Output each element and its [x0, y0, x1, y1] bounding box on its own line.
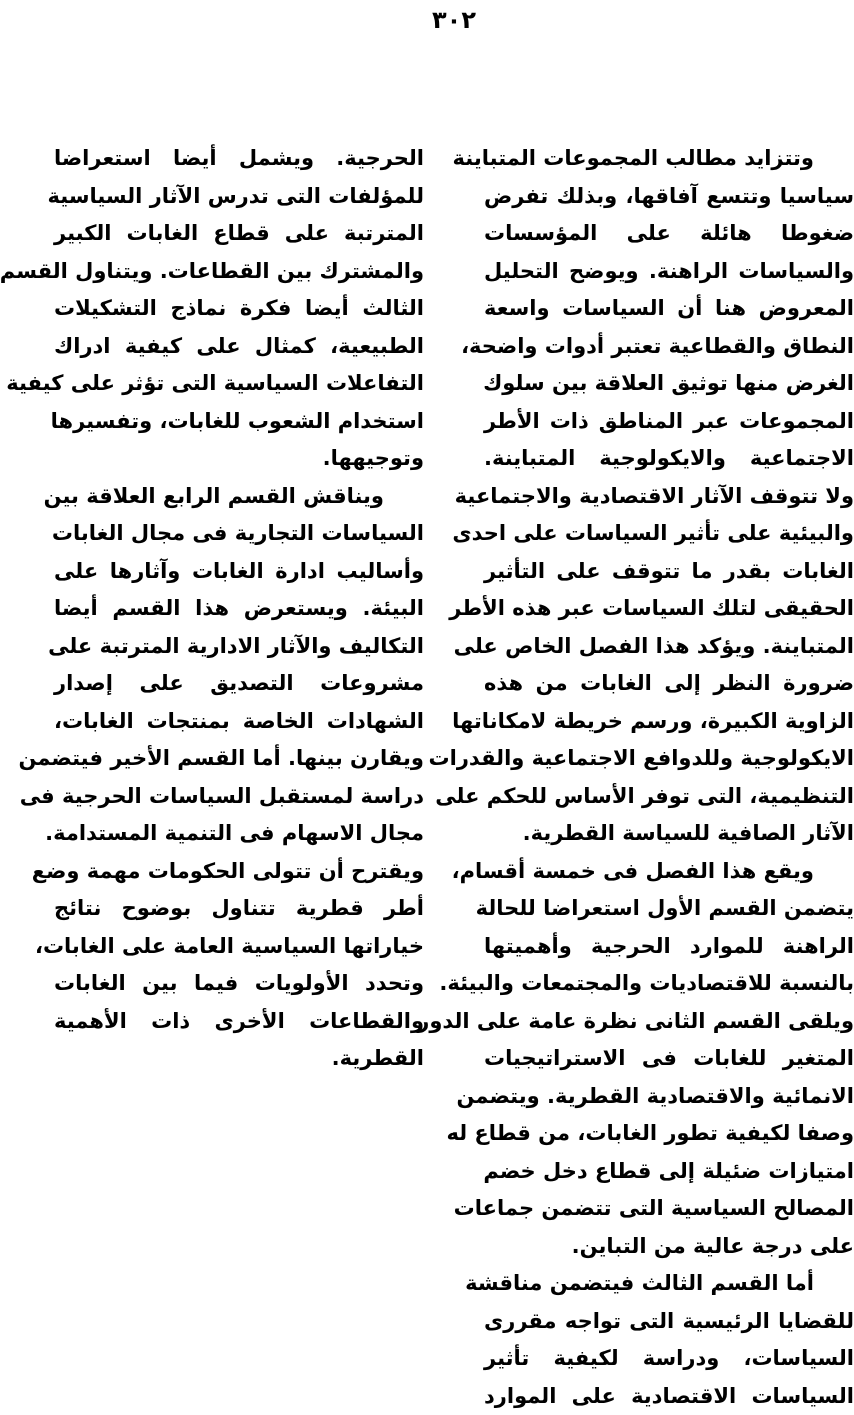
text-line: وتوجيهها. [54, 440, 424, 478]
text-line: المصالح السياسية التى تتضمن جماعات [484, 1190, 854, 1228]
text-line: على درجة عالية من التباين. [484, 1228, 854, 1266]
text-line: استخدام الشعوب للغابات، وتفسيرها [54, 403, 424, 441]
text-line: وأساليب ادارة الغابات وآثارها على [54, 553, 424, 591]
text-line: ويقترح أن تتولى الحكومات مهمة وضع [54, 853, 424, 891]
text-line: التنظيمية، التى توفر الأساس للحكم على [484, 778, 854, 816]
text-line: الراهنة للموارد الحرجية وأهميتها [484, 928, 854, 966]
text-line: البيئة. ويستعرض هذا القسم أيضا [54, 590, 424, 628]
text-line: والقطاعات الأخرى ذات الأهمية [54, 1003, 424, 1041]
text-line: الغابات بقدر ما تتوقف على التأثير [484, 553, 854, 591]
text-line: دراسة لمستقبل السياسات الحرجية فى [54, 778, 424, 816]
text-line: السياسات الاقتصادية على الموارد [484, 1378, 854, 1415]
text-line: الثالث أيضا فكرة نماذج التشكيلات [54, 290, 424, 328]
text-line: وتحدد الأولويات فيما بين الغابات [54, 965, 424, 1003]
text-line: أطر قطرية تتناول بوضوح نتائج [54, 890, 424, 928]
text-line: سياسيا وتتسع آفاقها، وبذلك تفرض [484, 178, 854, 216]
text-line: السياسات، ودراسة لكيفية تأثير [484, 1340, 854, 1378]
text-line: الانمائية والاقتصادية القطرية. ويتضمن [484, 1078, 854, 1116]
right-column [484, 140, 854, 1415]
text-line: الآثار الصافية للسياسة القطرية. [484, 815, 854, 853]
text-line: ضرورة النظر إلى الغابات من هذه [484, 665, 854, 703]
text-line: أما القسم الثالث فيتضمن مناقشة [484, 1265, 854, 1303]
text-line: الحقيقى لتلك السياسات عبر هذه الأطر [484, 590, 854, 628]
text-line: التكاليف والآثار الادارية المترتبة على [54, 628, 424, 666]
text-line: النطاق والقطاعية تعتبر أدوات واضحة، [484, 328, 854, 366]
text-line: بالنسبة للاقتصاديات والمجتمعات والبيئة. [484, 965, 854, 1003]
text-line: وصفا لكيفية تطور الغابات، من قطاع له [484, 1115, 854, 1153]
text-line: المتباينة. ويؤكد هذا الفصل الخاص على [484, 628, 854, 666]
text-line: خياراتها السياسية العامة على الغابات، [54, 928, 424, 966]
text-line: ويلقى القسم الثانى نظرة عامة على الدور [484, 1003, 854, 1041]
text-line: الشهادات الخاصة بمنتجات الغابات، [54, 703, 424, 741]
text-line: المتغير للغابات فى الاستراتيجيات [484, 1040, 854, 1078]
text-line: الحرجية. ويشمل أيضا استعراضا [54, 140, 424, 178]
text-line: يتضمن القسم الأول استعراضا للحالة [484, 890, 854, 928]
text-line: ولا تتوقف الآثار الاقتصادية والاجتماعية [484, 478, 854, 516]
text-line: مشروعات التصديق على إصدار [54, 665, 424, 703]
text-line: السياسات التجارية فى مجال الغابات [54, 515, 424, 553]
text-line: ويناقش القسم الرابع العلاقة بين [54, 478, 424, 516]
text-line: المعروض هنا أن السياسات واسعة [484, 290, 854, 328]
text-line: والبيئية على تأثير السياسات على احدى [484, 515, 854, 553]
text-line: المترتبة على قطاع الغابات الكبير [54, 215, 424, 253]
text-line: وتتزايد مطالب المجموعات المتباينة [484, 140, 854, 178]
page-number: ٣٠٢ [54, 4, 854, 36]
text-line: للقضايا الرئيسية التى تواجه مقررى [484, 1303, 854, 1341]
text-line: الغرض منها توثيق العلاقة بين سلوك [484, 365, 854, 403]
text-line: امتيازات ضئيلة إلى قطاع دخل خضم [484, 1153, 854, 1191]
text-line: المجموعات عبر المناطق ذات الأطر [484, 403, 854, 441]
text-line: الاجتماعية والايكولوجية المتباينة. [484, 440, 854, 478]
text-line: ضغوطا هائلة على المؤسسات [484, 215, 854, 253]
text-line: ويقع هذا الفصل فى خمسة أقسام، [484, 853, 854, 891]
text-line: ويقارن بينها. أما القسم الأخير فيتضمن [54, 740, 424, 778]
text-line: التفاعلات السياسية التى تؤثر على كيفية [54, 365, 424, 403]
text-line: والمشترك بين القطاعات. ويتناول القسم [54, 253, 424, 291]
text-line: للمؤلفات التى تدرس الآثار السياسية [54, 178, 424, 216]
text-line: القطرية. [54, 1040, 424, 1078]
text-line: الايكولوجية وللدوافع الاجتماعية والقدرات [484, 740, 854, 778]
left-column [54, 140, 424, 1078]
text-line: مجال الاسهام فى التنمية المستدامة. [54, 815, 424, 853]
text-line: والسياسات الراهنة. ويوضح التحليل [484, 253, 854, 291]
text-line: الطبيعية، كمثال على كيفية ادراك [54, 328, 424, 366]
text-line: الزاوية الكبيرة، ورسم خريطة لامكاناتها [484, 703, 854, 741]
